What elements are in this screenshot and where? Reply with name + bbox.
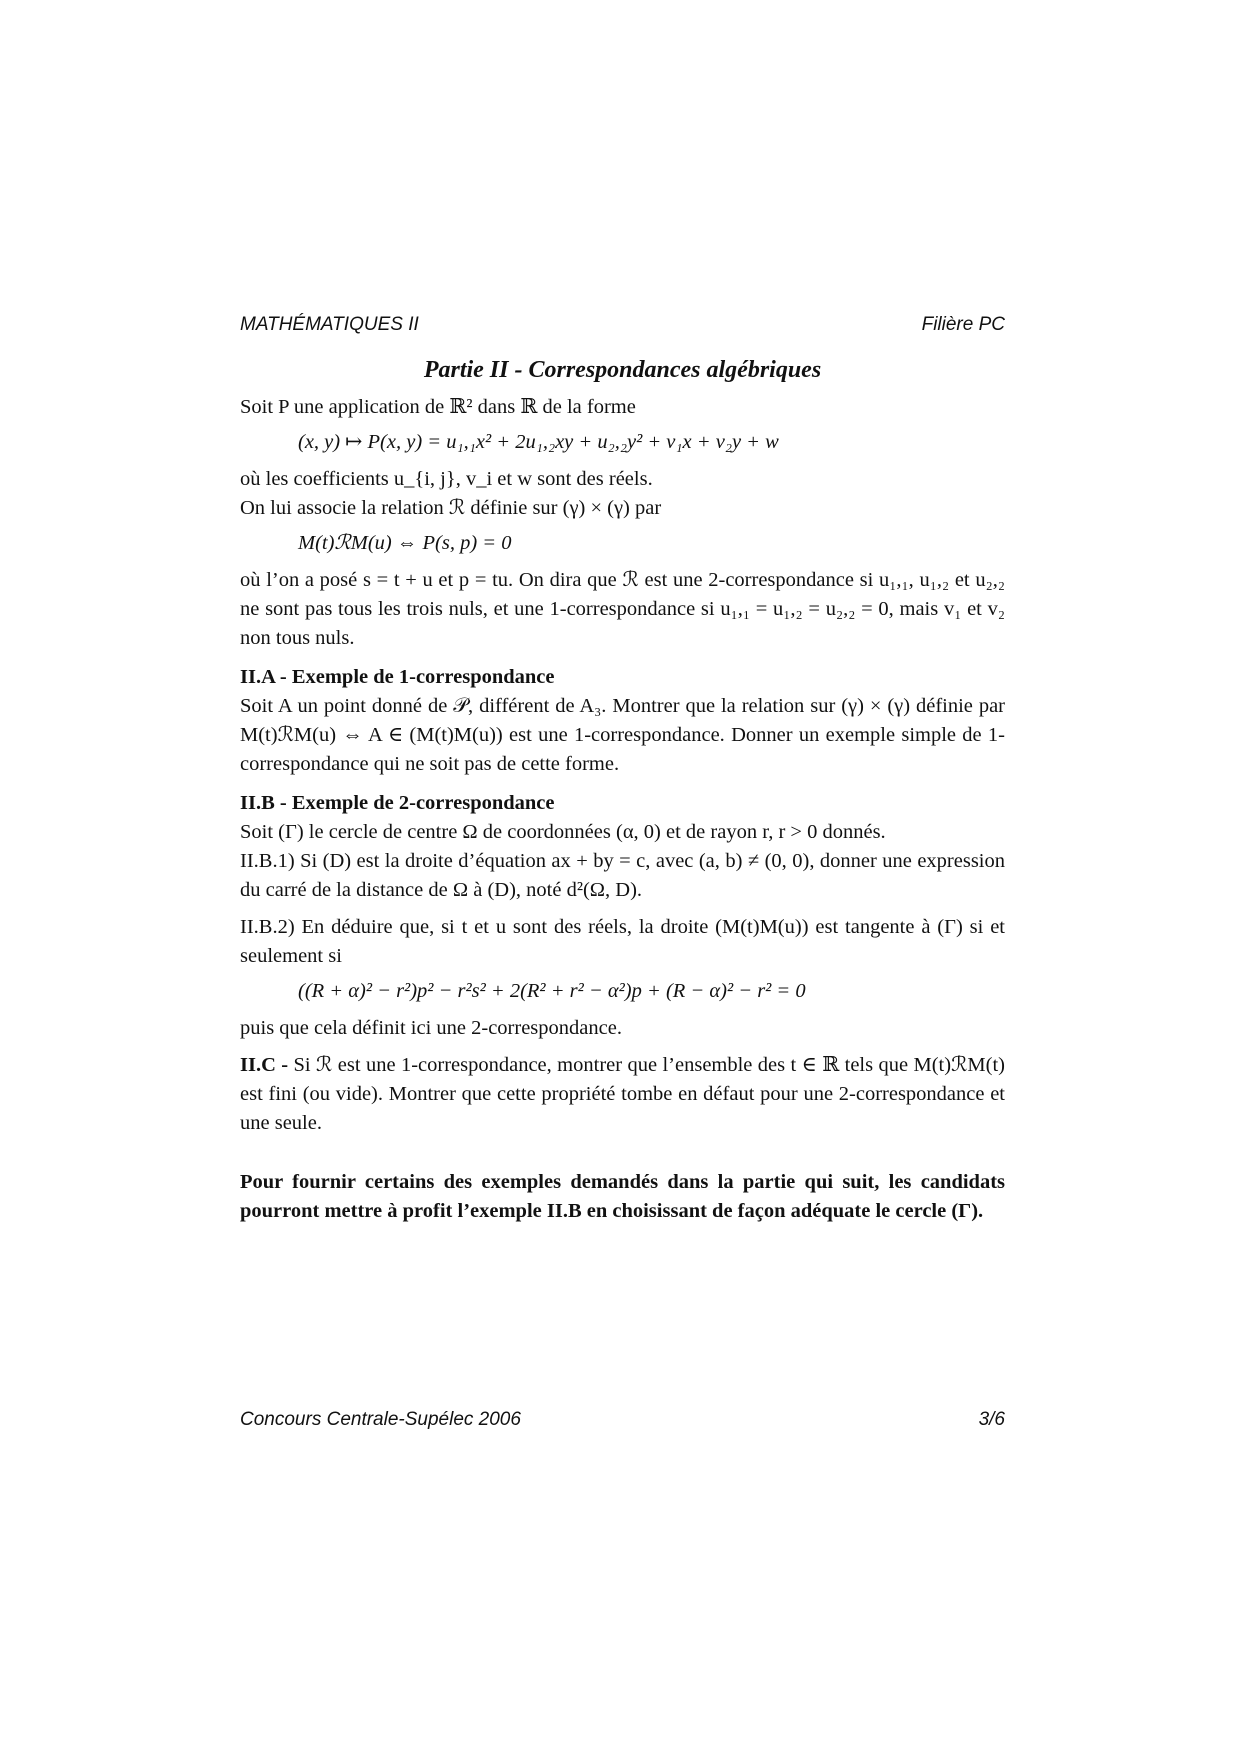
page-number: 3/6	[978, 1409, 1005, 1430]
section-b-heading: II.B - Exemple de 2-correspondance	[240, 792, 555, 814]
section-c	[240, 1051, 1005, 1138]
question-b2-end: puis que cela définit ici une 2-correspondance.	[240, 1017, 622, 1039]
header-right: Filière PC	[921, 314, 1005, 335]
header-left: MATHÉMATIQUES II	[240, 314, 419, 335]
question-b2: II.B.2) En déduire que, si t et u sont des réels, la droite (M(t)M(u)) est tangente à (Γ) si et seulement si	[240, 916, 1005, 967]
equation-tangent: ((R + α)² − r²)p² − r²s² + 2(R² + r² − α²)p + (R − α)² − r² = 0	[298, 980, 806, 1002]
intro-line4: où l’on a posé s = t + u et p = tu. On dira que ℛ est une 2-correspondance si u₁,₁, u₁,₂ et u₂,₂ ne sont pas tous les trois nuls, et une 1-correspondance si u₁,₁ = u₁,₂ = u₂,₂ = 0, mais v₁ et v₂ non tous nuls.	[240, 569, 1005, 649]
section-b-text: Soit (Γ) le cercle de centre Ω de coordonnées (α, 0) et de rayon r, r > 0 donnés.	[240, 821, 886, 843]
page-body	[240, 312, 1005, 1226]
intro-line2: où les coefficients u_{i, j}, v_i et w sont des réels.	[240, 468, 653, 490]
section-a-text: Soit A un point donné de 𝒫, différent de A₃. Montrer que la relation sur (γ) × (γ) définie par M(t)ℛM(u) ⇔ A ∈ (M(t)M(u)) est une 1-correspondance. Donner un exemple simple de 1-correspondance qui ne soit pas de cette forme.	[240, 695, 1005, 775]
page-footer	[240, 1409, 1005, 1431]
question-b1: II.B.1) Si (D) est la droite d’équation ax + by = c, avec (a, b) ≠ (0, 0), donner une expression du carré de la distance de Ω à (D), noté d²(Ω, D).	[240, 850, 1005, 901]
closing-note: Pour fournir certains des exemples demandés dans la partie qui suit, les candidats pourront mettre à profit l’exemple II.B en choisissant de façon adéquate le cercle (Γ).	[240, 1171, 1005, 1222]
section-c-text: Si ℛ est une 1-correspondance, montrer que l’ensemble des t ∈ ℝ tels que M(t)ℛM(t) est fini (ou vide). Montrer que cette propriété tombe en défaut pour une 2-correspondance et une seule.	[240, 1054, 1006, 1134]
section-c-label: II.C -	[240, 1054, 289, 1076]
equation-relation: M(t)ℛM(u) ⇔ P(s, p) = 0	[298, 532, 512, 554]
footer-left: Concours Centrale-Supélec 2006	[240, 1409, 521, 1430]
intro-line1: Soit P une application de ℝ² dans ℝ de la forme	[240, 396, 636, 418]
section-a-heading: II.A - Exemple de 1-correspondance	[240, 666, 555, 688]
equation-p: (x, y) ↦ P(x, y) = u₁,₁x² + 2u₁,₂xy + u₂,₂y² + v₁x + v₂y + w	[298, 431, 779, 453]
page-title: Partie II - Correspondances algébriques	[423, 357, 822, 383]
intro-line3: On lui associe la relation ℛ définie sur (γ) × (γ) par	[240, 497, 662, 519]
